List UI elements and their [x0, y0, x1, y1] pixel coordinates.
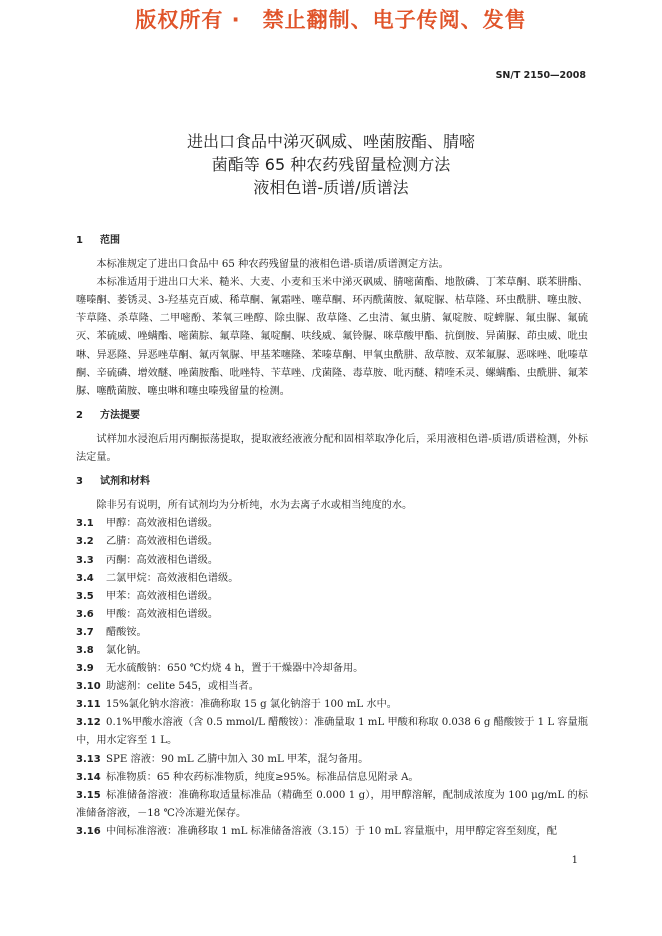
section-title: 方法提要 [100, 409, 140, 421]
title-line-2: 菌酯等 65 种农药残留量检测方法 [211, 155, 451, 174]
list-item [76, 606, 588, 624]
item-text: 无水硫酸钠：650 ℃灼烧 4 h，置于干燥器中冷却备用。 [106, 663, 364, 675]
item-text: 甲酸：高效液相色谱级。 [106, 608, 219, 620]
section-heading-method [76, 407, 588, 425]
list-item [76, 751, 588, 769]
item-number: 3.10 [76, 681, 101, 693]
list-item [76, 570, 588, 588]
item-text: 乙腈：高效液相色谱级。 [106, 536, 219, 548]
item-text: 标准储备溶液：准确称取适量标准品（精确至 0.000 1 g），用甲醇溶解，配制成浓度为 100 μg/mL 的标准储备溶液，－18 ℃冷冻避光保存。 [76, 789, 588, 819]
item-text: 丙酮：高效液相色谱级。 [106, 554, 219, 566]
section-number: 3 [76, 476, 83, 488]
item-number: 3.6 [76, 608, 94, 620]
copyright-watermark: 版权所有 · 禁止翻制、电子传阅、发售 [135, 8, 527, 32]
list-item [76, 787, 588, 823]
section-number: 1 [76, 235, 83, 246]
item-number: 3.4 [76, 572, 94, 584]
item-number: 3.13 [76, 753, 101, 765]
paragraph: 本标准适用于进出口大米、糙米、大麦、小麦和玉米中涕灭砜威、腈嘧菌酯、地散磷、丁苯草酮、联苯肼酯、噻嗪酮、萎锈灵、3-羟基克百威、稀草酮、氰霜唑、噻草酮、环丙酰菌胺、氟啶脲、枯草隆、环虫酰肼、噻虫胺、苄草隆、杀草隆、二甲嘧酚、苯氧三唑醇、除虫脲、敌草隆、乙虫清、氟虫腈、氟啶胺、啶蜱脲、氟虫脲、氟硫灭、苯硫威、唑螨酯、嘧菌腙、氟草隆、氟啶酮、呋线威、氟铃脲、咪草酸甲酯、抗倒胺、异菌脲、茚虫威、吡虫啉、异恶隆、异恶唑草酮、氟丙氧脲、甲基苯噻隆、苯嗪草酮、甲氧虫酰肼、敌草胺、双苯氟脲、恶咪唑、吡嗪草酮、辛硫磷、增效醚、唑菌胺酯、吡唑特、苄草唑、戊菌隆、毒草胺、吡丙醚、精喹禾灵、螺螨酯、虫酰肼、氟苯脲、噻酰菌胺、噻虫啉和噻虫嗪残留量的检测。 [76, 277, 588, 397]
item-number: 3.16 [76, 825, 101, 837]
section-heading-reagents [76, 473, 588, 491]
paragraph: 试样加水浸泡后用丙酮振荡提取，提取液经液液分配和固相萃取净化后，采用液相色谱-质谱/质谱检测，外标法定量。 [76, 433, 588, 464]
section-number: 2 [76, 409, 83, 421]
list-item [76, 696, 588, 714]
list-item [76, 515, 588, 533]
page-number: 1 [571, 855, 578, 866]
item-number: 3.14 [76, 771, 101, 783]
item-text: 甲苯：高效液相色谱级。 [106, 590, 219, 602]
item-number: 3.15 [76, 789, 101, 801]
item-text: 标准物质：65 种农药标准物质，纯度≥95%。标准品信息见附录 A。 [106, 771, 419, 783]
title-line-1: 进出口食品中涕灭砜威、唑菌胺酯、腈嘧 [186, 132, 475, 151]
item-number: 3.7 [76, 626, 94, 638]
title-line-3: 液相色谱-质谱/质谱法 [253, 178, 409, 197]
item-text: 助滤剂：celite 545，或相当者。 [106, 681, 259, 693]
list-item [76, 678, 588, 696]
item-text: 15%氯化钠水溶液：准确称取 15 g 氯化钠溶于 100 mL 水中。 [106, 699, 397, 711]
item-number: 3.11 [76, 699, 101, 711]
item-number: 3.12 [76, 717, 101, 729]
document-body [76, 232, 588, 841]
list-item [76, 552, 588, 570]
item-number: 3.1 [76, 518, 94, 530]
list-item [76, 769, 588, 787]
item-text: SPE 溶液：90 mL 乙腈中加入 30 mL 甲苯，混匀备用。 [106, 753, 369, 765]
item-text: 中间标准溶液：准确移取 1 mL 标准储备溶液（3.15）于 10 mL 容量瓶中，用甲醇定容至刻度，配 [106, 825, 557, 837]
list-item [76, 624, 588, 642]
list-item [76, 588, 588, 606]
item-number: 3.9 [76, 663, 94, 675]
section-title: 试剂和材料 [100, 476, 150, 488]
item-text: 甲醇：高效液相色谱级。 [106, 518, 219, 530]
list-item [76, 823, 588, 841]
list-item [76, 533, 588, 551]
item-text: 0.1%甲酸水溶液（含 0.5 mmol/L 醋酸铵）：准确量取 1 mL 甲酸和称取 0.038 6 g 醋酸铵于 1 L 容量瓶中，用水定容至 1 L。 [76, 717, 588, 747]
item-number: 3.2 [76, 536, 94, 548]
standard-number: SN/T 2150—2008 [495, 70, 586, 81]
list-item [76, 660, 588, 678]
section-heading-scope [76, 232, 588, 250]
document-title [0, 130, 662, 199]
item-number: 3.5 [76, 590, 94, 602]
list-item [76, 642, 588, 660]
list-item [76, 714, 588, 750]
paragraph: 除非另有说明，所有试剂均为分析纯，水为去离子水或相当纯度的水。 [96, 500, 413, 512]
item-text: 醋酸铵。 [106, 626, 147, 638]
paragraph: 本标准规定了进出口食品中 65 种农药残留量的液相色谱-质谱/质谱测定方法。 [96, 259, 449, 271]
section-title: 范围 [100, 235, 120, 246]
item-number: 3.8 [76, 644, 94, 656]
item-text: 二氯甲烷：高效液相色谱级。 [106, 572, 239, 584]
item-text: 氯化钠。 [106, 644, 147, 656]
item-number: 3.3 [76, 554, 94, 566]
